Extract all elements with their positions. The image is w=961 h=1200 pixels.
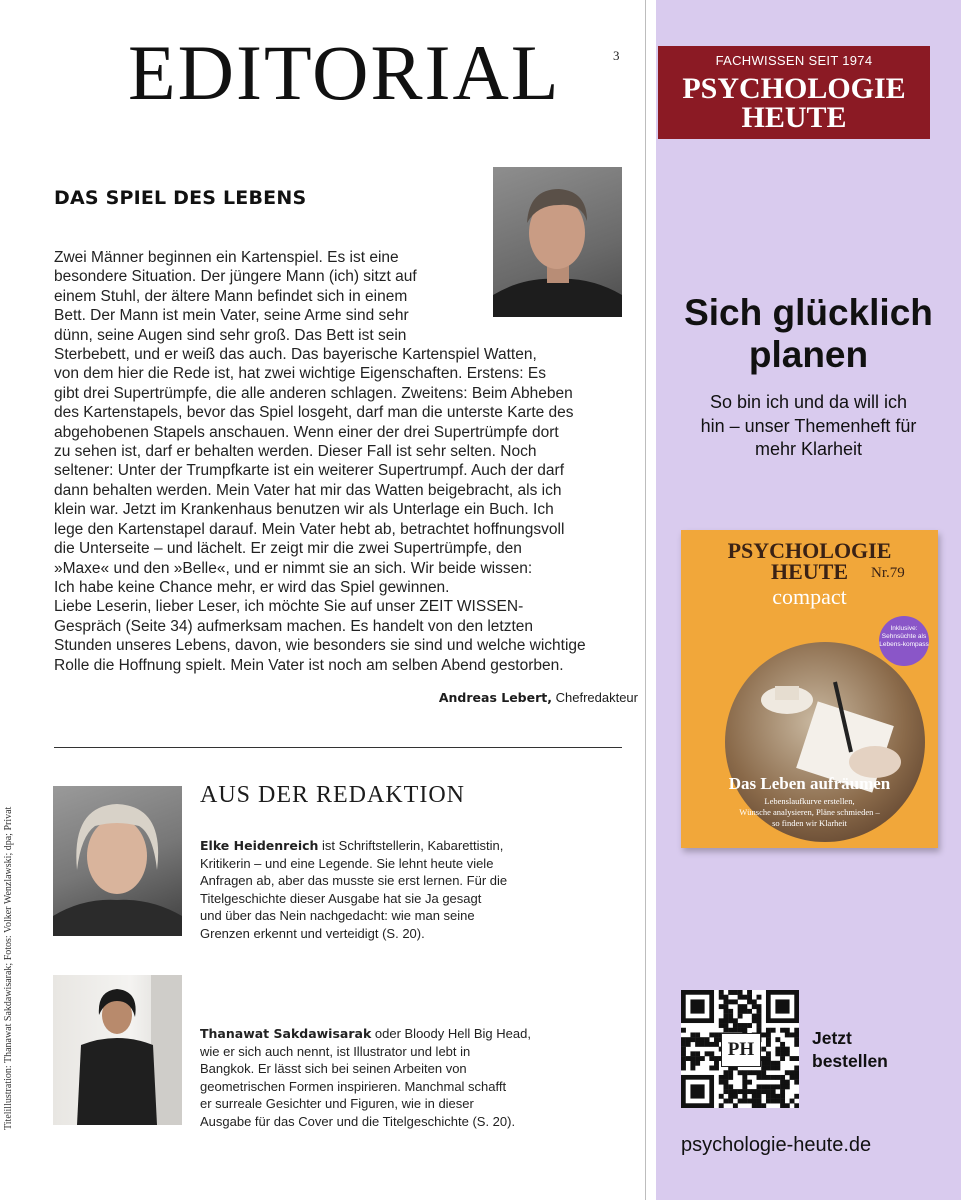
bio-first-line <box>200 1025 550 1043</box>
brand-name-line1: PSYCHOLOGIE <box>682 72 906 105</box>
author-name: Andreas Lebert, <box>438 690 552 705</box>
contributor-bio-1 <box>200 837 550 943</box>
body-line: Stunden unseres Lebens, davon, wie besonders sie sind und welche wichtige <box>54 637 586 655</box>
section-title: AUS DER REDAKTION <box>200 782 465 808</box>
website-link[interactable]: psychologie-heute.de <box>681 1134 872 1156</box>
magazine-cover[interactable] <box>681 530 938 848</box>
magazine-badge-text: Inklusive: Sehnsüchte als Lebens-kompass <box>879 625 929 648</box>
bio-first-line-rest: ist Schriftstellerin, Kabarettistin, <box>318 838 504 853</box>
section-rule <box>54 747 622 748</box>
bio-line: wie er sich auch nennt, ist Illustrator und lebt in <box>200 1043 471 1059</box>
contributor-name-2: Thanawat Sakdawisarak <box>200 1026 372 1041</box>
body-line: zu sehen ist, darf er behalten werden. Dieser Fall ist sehr selten. Noch <box>54 443 537 461</box>
body-line: Rolle die Hoffnung spielt. Mein Vater ist noch am selben Abend gestorben. <box>54 656 564 674</box>
qr-code[interactable] <box>681 990 799 1108</box>
body-line: lege den Kartenstapel darauf. Mein Vater hebt ab, betrachtet hoffnungsvoll <box>54 520 565 538</box>
ad-sub-line: So bin ich und da will ich <box>709 392 908 412</box>
ad-sub-line: hin – unser Themenheft für <box>700 415 917 436</box>
author-role: Chefredakteur <box>552 690 638 705</box>
brand-name <box>658 74 930 132</box>
bio-line: Ausgabe für das Cover und die Titelgeschichte (S. 20). <box>200 1113 516 1129</box>
ad-subheadline <box>656 391 961 462</box>
body-line: gibt drei Supertrümpfe, die alle anderen schlagen. Zweitens: Beim Abheben <box>54 384 573 402</box>
photo-credit-text: Titelillustration: Thanawat Sakdawisarak; Fotos: Volker Wenzlawski; dpa; Privat <box>3 806 14 1130</box>
cover-sub-line: Wünsche analysieren, Pläne schmieden – <box>739 807 880 817</box>
body-line: des Kartenstapels, bevor das Spiel losgeht, darf man die unterste Karte des <box>54 404 574 422</box>
contributor-photo-2 <box>53 975 182 1125</box>
body-line: die Unterseite – und lächelt. Er zeigt mir die zwei Supertrümpfe, den <box>54 540 522 558</box>
bio-line: Bangkok. Er lässt sich bei seinen Arbeiten von <box>200 1061 467 1077</box>
ad-headline-line1: Sich glücklich <box>684 292 933 333</box>
page-title: EDITORIAL <box>128 29 561 116</box>
body-line: dünn, seine Augen sind sehr groß. Das Bett ist sein <box>54 326 407 344</box>
bio-first-line-rest: oder Bloody Hell Big Head, <box>371 1026 531 1041</box>
bio-line: er surreale Gesichter und Figuren, wie in dieser <box>200 1096 474 1112</box>
magazine-issue: Nr.79 <box>871 565 905 581</box>
bio-line: Anfragen ab, aber das musste sie erst lernen. Für die <box>200 873 508 889</box>
bio-line: und über das Nein nachgedacht: wie man seine <box>200 908 475 924</box>
body-line: seltener: Unter der Trumpfkarte ist ein weiterer Supertrumpf. Auch der darf <box>54 462 565 480</box>
cover-sub-line: Lebenslaufkurve erstellen, <box>764 796 855 806</box>
brand-logo[interactable] <box>658 46 930 139</box>
bio-line: Titelgeschichte dieser Ausgabe hat sie Ja gesagt <box>200 890 482 906</box>
contributor-name-1: Elke Heidenreich <box>200 838 319 853</box>
body-line: einem Stuhl, der ältere Mann befindet sich in einem <box>54 287 408 305</box>
bio-first-line <box>200 837 550 855</box>
ad-headline <box>656 292 961 376</box>
body-line: von dem hier die Rede ist, hat zwei wichtige Eigenschaften. Erstens: Es <box>54 365 546 383</box>
body-line: Bett. Der Mann ist mein Vater, seine Arme sind sehr <box>54 307 409 325</box>
body-line: »Maxe« und den »Belle«, und er nimmt sie an sich. Wir beide wissen: <box>54 559 533 577</box>
contributor-bio-2 <box>200 1025 550 1131</box>
magazine-cover-subtitle <box>681 796 938 829</box>
body-line: Ich habe keine Chance mehr, er wird das Spiel gewinnen. <box>54 578 450 596</box>
signature <box>439 690 638 705</box>
body-line: dann behalten werden. Mein Vater hat mir das Watten beigebracht, als ich <box>54 481 562 499</box>
bio-line: Grenzen erkennt und verteidigt (S. 20). <box>200 925 425 941</box>
cover-sub-line: so finden wir Klarheit <box>772 818 847 828</box>
magazine-name-line2: HEUTE <box>770 559 849 584</box>
magazine-edition: compact <box>772 584 847 609</box>
editorial-body <box>54 248 626 675</box>
body-line: abgehobenen Stapels anschauen. Wenn einer der drei Supertrümpfe dort <box>54 423 559 441</box>
order-cta-line1: Jetzt <box>812 1028 852 1048</box>
magazine-badge <box>879 616 929 666</box>
brand-tagline: FACHWISSEN SEIT 1974 <box>715 53 873 68</box>
magazine-name-line1: PSYCHOLOGIE <box>727 538 892 563</box>
page-number: 3 <box>613 48 620 63</box>
body-line: Liebe Leserin, lieber Leser, ich möchte Sie auf unser ZEIT WISSEN- <box>54 598 524 616</box>
body-line: Sterbebett, und er weiß das auch. Das bayerische Kartenspiel Watten, <box>54 346 537 364</box>
bio-line: Kritikerin – und eine Legende. Sie lehnt heute viele <box>200 855 494 871</box>
editorial-headline: DAS SPIEL DES LEBENS <box>54 187 307 209</box>
contributor-photo-1 <box>53 786 182 936</box>
page-divider <box>645 0 646 1200</box>
order-cta-line2: bestellen <box>812 1051 888 1071</box>
order-cta[interactable] <box>812 1027 888 1073</box>
qr-logo: PH <box>721 1033 761 1067</box>
body-line: besondere Situation. Der jüngere Mann (ich) sitzt auf <box>54 268 417 286</box>
photo-credit <box>3 0 19 1130</box>
body-line: Gespräch (Seite 34) aufmerksam machen. Es handelt von den letzten <box>54 617 534 635</box>
bio-line: geometrischen Formen inspirieren. Manchmal schafft <box>200 1078 507 1094</box>
body-line: Zwei Männer beginnen ein Kartenspiel. Es ist eine <box>54 249 399 266</box>
brand-name-line2: HEUTE <box>741 101 847 134</box>
body-line: klein war. Jetzt im Krankenhaus benutzen wir als Unterlage ein Buch. Ich <box>54 501 554 519</box>
ad-sub-line: mehr Klarheit <box>754 439 863 459</box>
magazine-cover-title: Das Leben aufräumen <box>728 774 891 793</box>
ad-headline-line2: planen <box>748 334 869 375</box>
